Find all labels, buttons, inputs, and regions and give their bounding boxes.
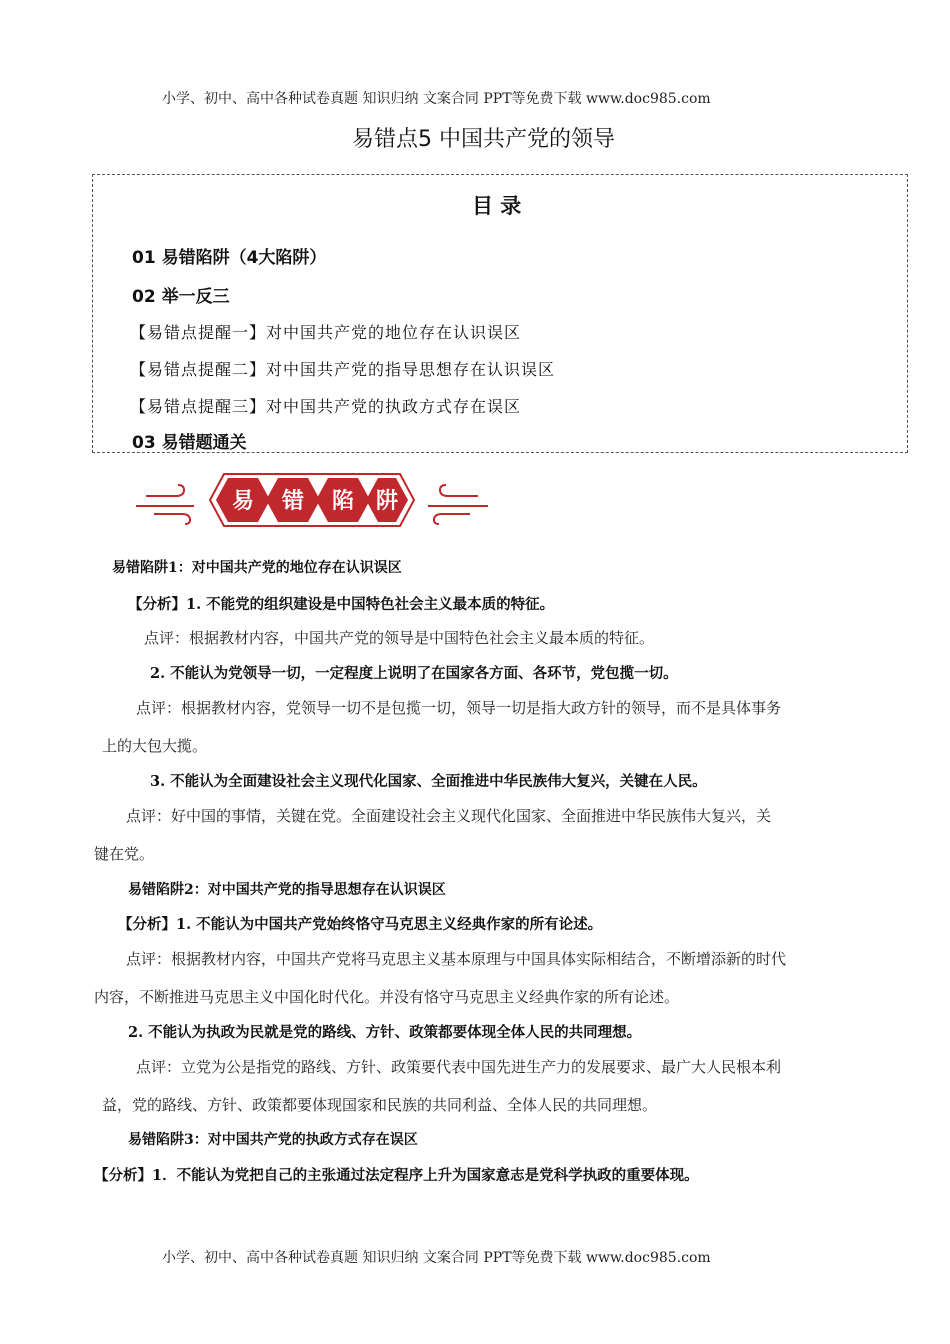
trap2-comment-1-line1: 点评：根据教材内容，中国共产党将马克思主义基本原理与中国具体实际相结合，不断增添新的时代 (126, 950, 787, 968)
trap2-heading: 易错陷阱2：对中国共产党的指导思想存在认识误区 (128, 882, 446, 898)
trap-banner (132, 466, 492, 530)
toc-item-1: 【易错点提醒一】对中国共产党的地位存在认识误区 (130, 323, 522, 342)
trap1-comment-1: 点评：根据教材内容，中国共产党的领导是中国特色社会主义最本质的特征。 (144, 629, 655, 647)
banner-swirl-left-icon (136, 485, 194, 524)
toc-item-2: 【易错点提醒二】对中国共产党的指导思想存在认识误区 (130, 360, 556, 379)
page-header: 小学、初中、高中各种试卷真题 知识归纳 文案合同 PPT等免费下载 www.doc985.com (162, 91, 711, 107)
toc-section-3: 03 易错题通关 (132, 433, 247, 453)
trap1-analysis-1: 【分析】1. 不能党的组织建设是中国特色社会主义最本质的特征。 (128, 596, 555, 613)
trap2-comment-2-line1: 点评：立党为公是指党的路线、方针、政策要代表中国先进生产力的发展要求、最广大人民根本利 (136, 1058, 782, 1076)
trap1-comment-3-line2: 键在党。 (94, 845, 155, 863)
toc-item-3: 【易错点提醒三】对中国共产党的执政方式存在误区 (130, 397, 522, 416)
toc-section-1: 01 易错陷阱（4大陷阱） (132, 248, 327, 268)
trap1-comment-2-line2: 上的大包大揽。 (102, 737, 208, 755)
trap2-comment-1-line2: 内容，不断推进马克思主义中国化时代化。并没有恪守马克思主义经典作家的所有论述。 (94, 988, 680, 1006)
trap1-comment-3-line1: 点评：好中国的事情，关键在党。全面建设社会主义现代化国家、全面推进中华民族伟大复兴，关 (126, 807, 772, 825)
trap3-heading: 易错陷阱3：对中国共产党的执政方式存在误区 (128, 1132, 418, 1148)
trap2-comment-2-line2: 益，党的路线、方针、政策都要体现国家和民族的共同利益、全体人民的共同理想。 (102, 1096, 658, 1114)
trap1-analysis-3: 3. 不能认为全面建设社会主义现代化国家、全面推进中华民族伟大复兴，关键在人民。 (150, 773, 707, 790)
trap2-analysis-1: 【分析】1. 不能认为中国共产党始终恪守马克思主义经典作家的所有论述。 (118, 916, 603, 933)
trap3-analysis-1: 【分析】1．不能认为党把自己的主张通过法定程序上升为国家意志是党科学执政的重要体现。 (94, 1167, 699, 1184)
banner-char-2: 错 (281, 489, 305, 514)
toc-section-2: 02 举一反三 (132, 287, 230, 307)
trap1-analysis-2: 2. 不能认为党领导一切，一定程度上说明了在国家各方面、各环节，党包揽一切。 (150, 665, 678, 682)
banner-swirl-right-icon (428, 485, 488, 524)
banner-char-4: 阱 (375, 489, 399, 514)
trap2-analysis-2: 2. 不能认为执政为民就是党的路线、方针、政策都要体现全体人民的共同理想。 (128, 1024, 642, 1041)
toc-title: 目 录 (472, 194, 522, 218)
banner-char-1: 易 (231, 489, 255, 514)
trap1-heading: 易错陷阱1：对中国共产党的地位存在认识误区 (112, 560, 402, 576)
trap1-comment-2-line1: 点评：根据教材内容，党领导一切不是包揽一切，领导一切是指大政方针的领导，而不是具体事务 (136, 699, 782, 717)
banner-char-3: 陷 (331, 489, 355, 514)
page-title: 易错点5 中国共产党的领导 (352, 127, 615, 152)
page-footer: 小学、初中、高中各种试卷真题 知识归纳 文案合同 PPT等免费下载 www.doc985.com (162, 1250, 711, 1266)
